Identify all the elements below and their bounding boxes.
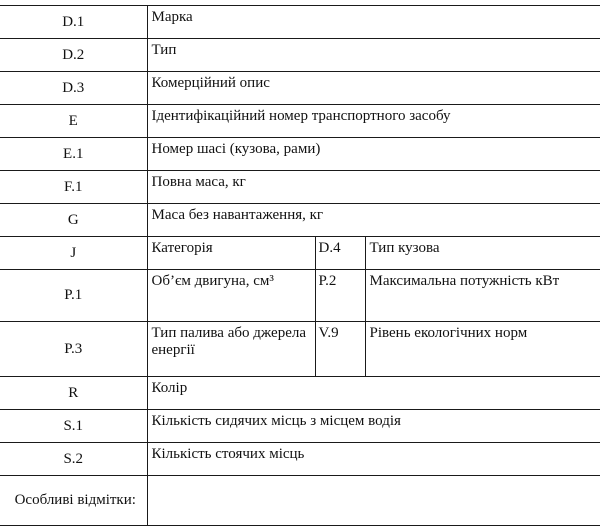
- field-code: S.2: [0, 443, 147, 476]
- field-code: S.1: [0, 410, 147, 443]
- notes-value: [147, 476, 600, 526]
- field-code-secondary: D.4: [315, 237, 365, 270]
- table-row: [0, 410, 600, 443]
- field-label: Тип: [147, 39, 600, 72]
- field-label: Номер шасі (кузова, рами): [147, 138, 600, 171]
- field-label: Категорія: [147, 237, 315, 270]
- field-code: D.2: [0, 39, 147, 72]
- table-row: [0, 443, 600, 476]
- table-row: [0, 105, 600, 138]
- field-code: F.1: [0, 171, 147, 204]
- field-code: D.1: [0, 6, 147, 39]
- table-row: [0, 377, 600, 410]
- table-row-p3: [0, 322, 600, 377]
- field-code: P.3: [0, 322, 147, 377]
- notes-label: Особливі відмітки:: [0, 476, 147, 526]
- field-label: Ідентифікаційний номер транспортного засобу: [147, 105, 600, 138]
- table-row: [0, 6, 600, 39]
- field-code-secondary: V.9: [315, 322, 365, 377]
- field-code: G: [0, 204, 147, 237]
- field-code: D.3: [0, 72, 147, 105]
- field-code: P.1: [0, 270, 147, 322]
- field-label-secondary: Максимальна потужність кВт: [365, 270, 600, 322]
- field-label: Колір: [147, 377, 600, 410]
- table-row: [0, 39, 600, 72]
- table-row: [0, 138, 600, 171]
- field-label: Об’єм двигуна, см³: [147, 270, 315, 322]
- field-label-secondary: Тип кузова: [365, 237, 600, 270]
- field-label: Кількість стоячих місць: [147, 443, 600, 476]
- field-label: Повна маса, кг: [147, 171, 600, 204]
- field-label-secondary: Рівень екологічних норм: [365, 322, 600, 377]
- table-row: [0, 171, 600, 204]
- field-code: E.1: [0, 138, 147, 171]
- field-code: R: [0, 377, 147, 410]
- field-label: Тип палива або джерела енергії: [147, 322, 315, 377]
- field-code: E: [0, 105, 147, 138]
- field-label: Комерційний опис: [147, 72, 600, 105]
- field-label: Марка: [147, 6, 600, 39]
- field-code-secondary: P.2: [315, 270, 365, 322]
- table-row-notes: [0, 476, 600, 526]
- table-row-j: [0, 237, 600, 270]
- field-label: Кількість сидячих місць з місцем водія: [147, 410, 600, 443]
- field-code: J: [0, 237, 147, 270]
- table-row-p1: [0, 270, 600, 322]
- table-row: [0, 204, 600, 237]
- registration-fields-table: [0, 5, 600, 526]
- field-label: Маса без навантаження, кг: [147, 204, 600, 237]
- table-row: [0, 72, 600, 105]
